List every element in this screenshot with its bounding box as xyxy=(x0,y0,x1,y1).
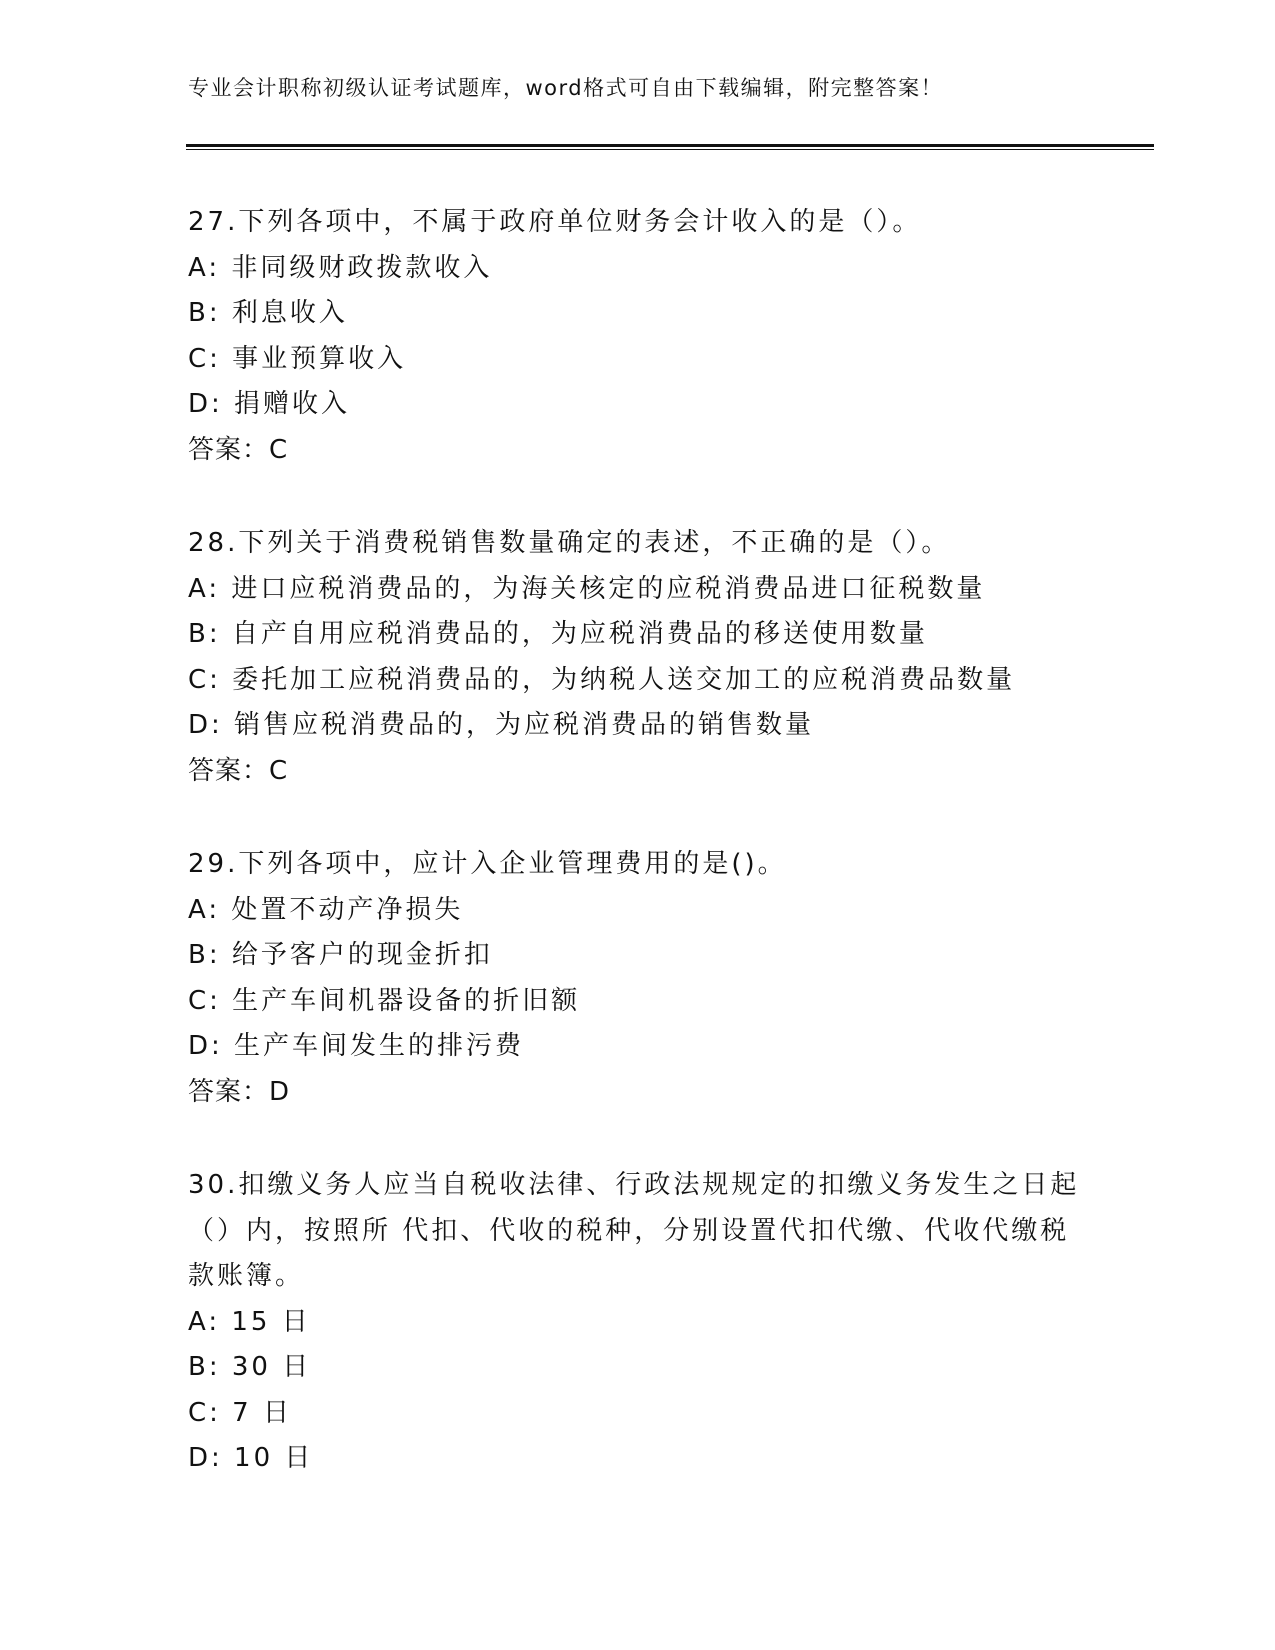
option-b: B: 利息收入 xyxy=(188,298,348,328)
option-a: A: 进口应税消费品的，为海关核定的应税消费品进口征税数量 xyxy=(188,573,986,604)
option-a: A: 处置不动产净损失 xyxy=(188,894,464,925)
option-c: C: 委托加工应税消费品的，为纳税人送交加工的应税消费品数量 xyxy=(188,664,1016,695)
option-b: B: 30 日 xyxy=(188,1352,312,1382)
answer: 答案：C xyxy=(188,755,289,786)
option-b: B: 自产自用应税消费品的，为应税消费品的移送使用数量 xyxy=(188,619,928,649)
option-c: C: 事业预算收入 xyxy=(188,343,407,374)
option-d: D: 生产车间发生的排污费 xyxy=(188,1031,525,1061)
question-stem: 29.下列各项中，应计入企业管理费用的是()。 xyxy=(188,849,787,879)
option-a: A: 15 日 xyxy=(188,1306,311,1337)
question-28 xyxy=(188,521,1088,794)
option-c: C: 7 日 xyxy=(188,1397,292,1428)
question-27 xyxy=(188,200,1088,473)
option-d: D: 10 日 xyxy=(188,1443,314,1473)
question-29 xyxy=(188,842,1088,1115)
question-stem: 30.扣缴义务人应当自税收法律、行政法规规定的扣缴义务发生之日起（）内，按照所 代扣、代收的税种，分别设置代扣代缴、代收代缴税款账簿。 xyxy=(188,1170,1080,1291)
question-list xyxy=(188,200,1088,1530)
option-c: C: 生产车间机器设备的折旧额 xyxy=(188,985,581,1016)
question-stem: 28.下列关于消费税销售数量确定的表述，不正确的是（）。 xyxy=(188,528,951,558)
option-b: B: 给予客户的现金折扣 xyxy=(188,940,493,970)
option-d: D: 销售应税消费品的，为应税消费品的销售数量 xyxy=(188,710,815,740)
answer: 答案：D xyxy=(188,1076,291,1107)
answer: 答案：C xyxy=(188,434,289,465)
page-header: 专业会计职称初级认证考试题库，word格式可自由下载编辑，附完整答案！ xyxy=(188,76,944,100)
question-stem: 27.下列各项中，不属于政府单位财务会计收入的是（）。 xyxy=(188,207,922,237)
option-d: D: 捐赠收入 xyxy=(188,389,351,419)
header-divider xyxy=(186,144,1154,150)
option-a: A: 非同级财政拨款收入 xyxy=(188,252,493,283)
question-30 xyxy=(188,1163,1088,1482)
